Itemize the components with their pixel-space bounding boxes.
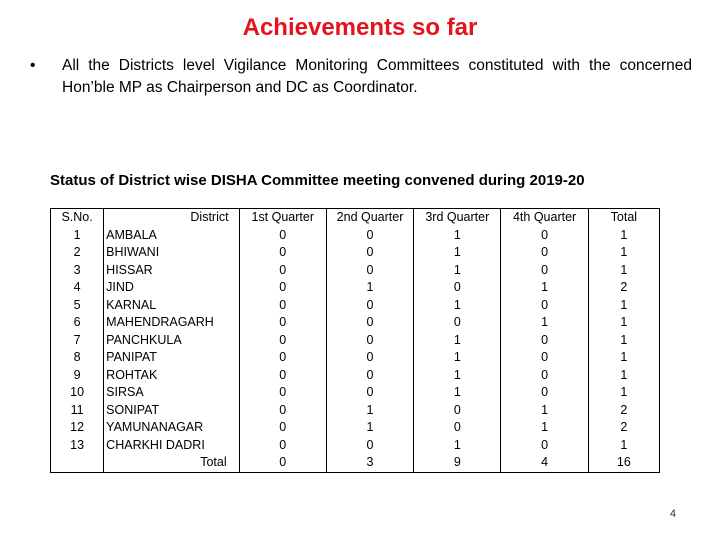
total-q3: 9 bbox=[414, 454, 501, 472]
q1-cell: 0 bbox=[239, 419, 326, 437]
bullet-text: All the Districts level Vigilance Monitoring Committees constituted with the concerned Hon’ble MP as Chairperson and DC as Coordinator. bbox=[62, 57, 692, 96]
table-row bbox=[51, 437, 660, 455]
sno-cell: 7 bbox=[51, 332, 104, 350]
q2-cell: 0 bbox=[326, 367, 413, 385]
table-row bbox=[51, 297, 660, 315]
q1-cell: 0 bbox=[239, 262, 326, 280]
q2-cell: 0 bbox=[326, 384, 413, 402]
district-cell: AMBALA bbox=[104, 227, 239, 245]
q2-cell: 1 bbox=[326, 279, 413, 297]
q2-cell: 0 bbox=[326, 297, 413, 315]
q2-cell: 0 bbox=[326, 332, 413, 350]
district-cell: HISSAR bbox=[104, 262, 239, 280]
header-total: Total bbox=[610, 210, 638, 224]
q1-cell: 0 bbox=[239, 402, 326, 420]
q4-cell: 0 bbox=[501, 244, 588, 262]
total-cell: 1 bbox=[620, 332, 628, 347]
sno-cell: 5 bbox=[51, 297, 104, 315]
district-cell: MAHENDRAGARH bbox=[104, 314, 239, 332]
sno-cell: 4 bbox=[51, 279, 104, 297]
district-cell: PANIPAT bbox=[104, 349, 239, 367]
district-cell: ROHTAK bbox=[104, 367, 239, 385]
total-cell: 1 bbox=[620, 297, 628, 312]
q2-cell: 0 bbox=[326, 262, 413, 280]
total-cell: 1 bbox=[620, 245, 628, 259]
table-row bbox=[51, 279, 660, 297]
district-cell: SIRSA bbox=[104, 384, 239, 402]
q4-cell: 1 bbox=[501, 402, 588, 420]
district-cell: CHARKHI DADRI bbox=[104, 437, 239, 455]
q3-cell: 1 bbox=[414, 367, 501, 385]
q2-cell: 0 bbox=[326, 437, 413, 455]
q1-cell: 0 bbox=[239, 367, 326, 385]
q3-cell: 1 bbox=[414, 349, 501, 367]
q1-cell: 0 bbox=[239, 437, 326, 455]
q1-cell: 0 bbox=[239, 349, 326, 367]
q1-cell: 0 bbox=[239, 244, 326, 262]
q1-cell: 0 bbox=[239, 279, 326, 297]
total-cell: 1 bbox=[620, 315, 628, 329]
sno-cell: 2 bbox=[51, 244, 104, 262]
district-cell: SONIPAT bbox=[104, 402, 239, 420]
total-q4: 4 bbox=[501, 454, 588, 472]
q1-cell: 0 bbox=[239, 332, 326, 350]
q3-cell: 1 bbox=[414, 227, 501, 245]
total-cell: 1 bbox=[620, 437, 628, 452]
q3-cell: 0 bbox=[414, 279, 501, 297]
header-district: District bbox=[104, 209, 239, 227]
q4-cell: 0 bbox=[501, 384, 588, 402]
header-q3: 3rd Quarter bbox=[414, 209, 501, 227]
table-row bbox=[51, 262, 660, 280]
q3-cell: 0 bbox=[414, 402, 501, 420]
q1-cell: 0 bbox=[239, 384, 326, 402]
q4-cell: 0 bbox=[501, 262, 588, 280]
table-row bbox=[51, 244, 660, 262]
table-row bbox=[51, 384, 660, 402]
table-row bbox=[51, 227, 660, 245]
q3-cell: 1 bbox=[414, 244, 501, 262]
total-label: Total bbox=[104, 454, 239, 472]
sno-cell: 11 bbox=[51, 402, 104, 420]
sno-cell: 1 bbox=[51, 227, 104, 245]
header-q1: 1st Quarter bbox=[239, 209, 326, 227]
q4-cell: 1 bbox=[501, 279, 588, 297]
total-cell: 1 bbox=[620, 262, 628, 277]
sno-cell: 12 bbox=[51, 419, 104, 437]
q2-cell: 0 bbox=[326, 349, 413, 367]
table-total-row bbox=[51, 454, 660, 472]
q3-cell: 1 bbox=[414, 384, 501, 402]
q4-cell: 0 bbox=[501, 367, 588, 385]
table-row bbox=[51, 332, 660, 350]
q4-cell: 1 bbox=[501, 314, 588, 332]
total-cell: 2 bbox=[620, 280, 628, 294]
q4-cell: 0 bbox=[501, 227, 588, 245]
total-cell: 1 bbox=[620, 367, 628, 382]
sno-cell: 8 bbox=[51, 349, 104, 367]
table-header-row bbox=[51, 209, 660, 227]
q3-cell: 1 bbox=[414, 332, 501, 350]
header-q2: 2nd Quarter bbox=[326, 209, 413, 227]
header-sno: S.No. bbox=[51, 209, 104, 227]
sno-cell: 10 bbox=[51, 384, 104, 402]
q3-cell: 0 bbox=[414, 314, 501, 332]
district-cell: JIND bbox=[104, 279, 239, 297]
total-cell: 1 bbox=[620, 385, 628, 399]
q4-cell: 0 bbox=[501, 297, 588, 315]
q2-cell: 0 bbox=[326, 314, 413, 332]
q2-cell: 1 bbox=[326, 402, 413, 420]
q2-cell: 0 bbox=[326, 227, 413, 245]
disha-meetings-table bbox=[50, 208, 660, 473]
district-cell: BHIWANI bbox=[104, 244, 239, 262]
sno-cell: 13 bbox=[51, 437, 104, 455]
header-q4: 4th Quarter bbox=[501, 209, 588, 227]
q4-cell: 0 bbox=[501, 349, 588, 367]
bullet-icon: • bbox=[30, 57, 36, 74]
q3-cell: 1 bbox=[414, 297, 501, 315]
table-title: Status of District wise DISHA Committee meeting convened during 2019-20 bbox=[50, 172, 585, 189]
q4-cell: 0 bbox=[501, 437, 588, 455]
total-q2: 3 bbox=[326, 454, 413, 472]
total-cell: 1 bbox=[620, 227, 628, 242]
table-row bbox=[51, 349, 660, 367]
q1-cell: 0 bbox=[239, 314, 326, 332]
q4-cell: 0 bbox=[501, 332, 588, 350]
table-row bbox=[51, 314, 660, 332]
district-cell: PANCHKULA bbox=[104, 332, 239, 350]
q3-cell: 1 bbox=[414, 262, 501, 280]
sno-cell: 9 bbox=[51, 367, 104, 385]
page-number: 4 bbox=[669, 508, 676, 520]
table-row bbox=[51, 419, 660, 437]
q4-cell: 1 bbox=[501, 419, 588, 437]
district-cell: YAMUNANAGAR bbox=[104, 419, 239, 437]
total-sno-cell bbox=[51, 454, 104, 472]
table-row bbox=[51, 367, 660, 385]
bullet-item bbox=[30, 55, 692, 99]
q2-cell: 1 bbox=[326, 419, 413, 437]
slide-title: Achievements so far bbox=[242, 14, 478, 41]
total-cell: 1 bbox=[620, 350, 628, 364]
district-cell: KARNAL bbox=[104, 297, 239, 315]
sno-cell: 3 bbox=[51, 262, 104, 280]
table-row bbox=[51, 402, 660, 420]
q2-cell: 0 bbox=[326, 244, 413, 262]
sno-cell: 6 bbox=[51, 314, 104, 332]
q3-cell: 1 bbox=[414, 437, 501, 455]
total-cell: 2 bbox=[620, 420, 628, 434]
total-cell: 2 bbox=[620, 402, 628, 417]
total-q1: 0 bbox=[239, 454, 326, 472]
q1-cell: 0 bbox=[239, 297, 326, 315]
total-total: 16 bbox=[616, 455, 631, 469]
q1-cell: 0 bbox=[239, 227, 326, 245]
q3-cell: 0 bbox=[414, 419, 501, 437]
